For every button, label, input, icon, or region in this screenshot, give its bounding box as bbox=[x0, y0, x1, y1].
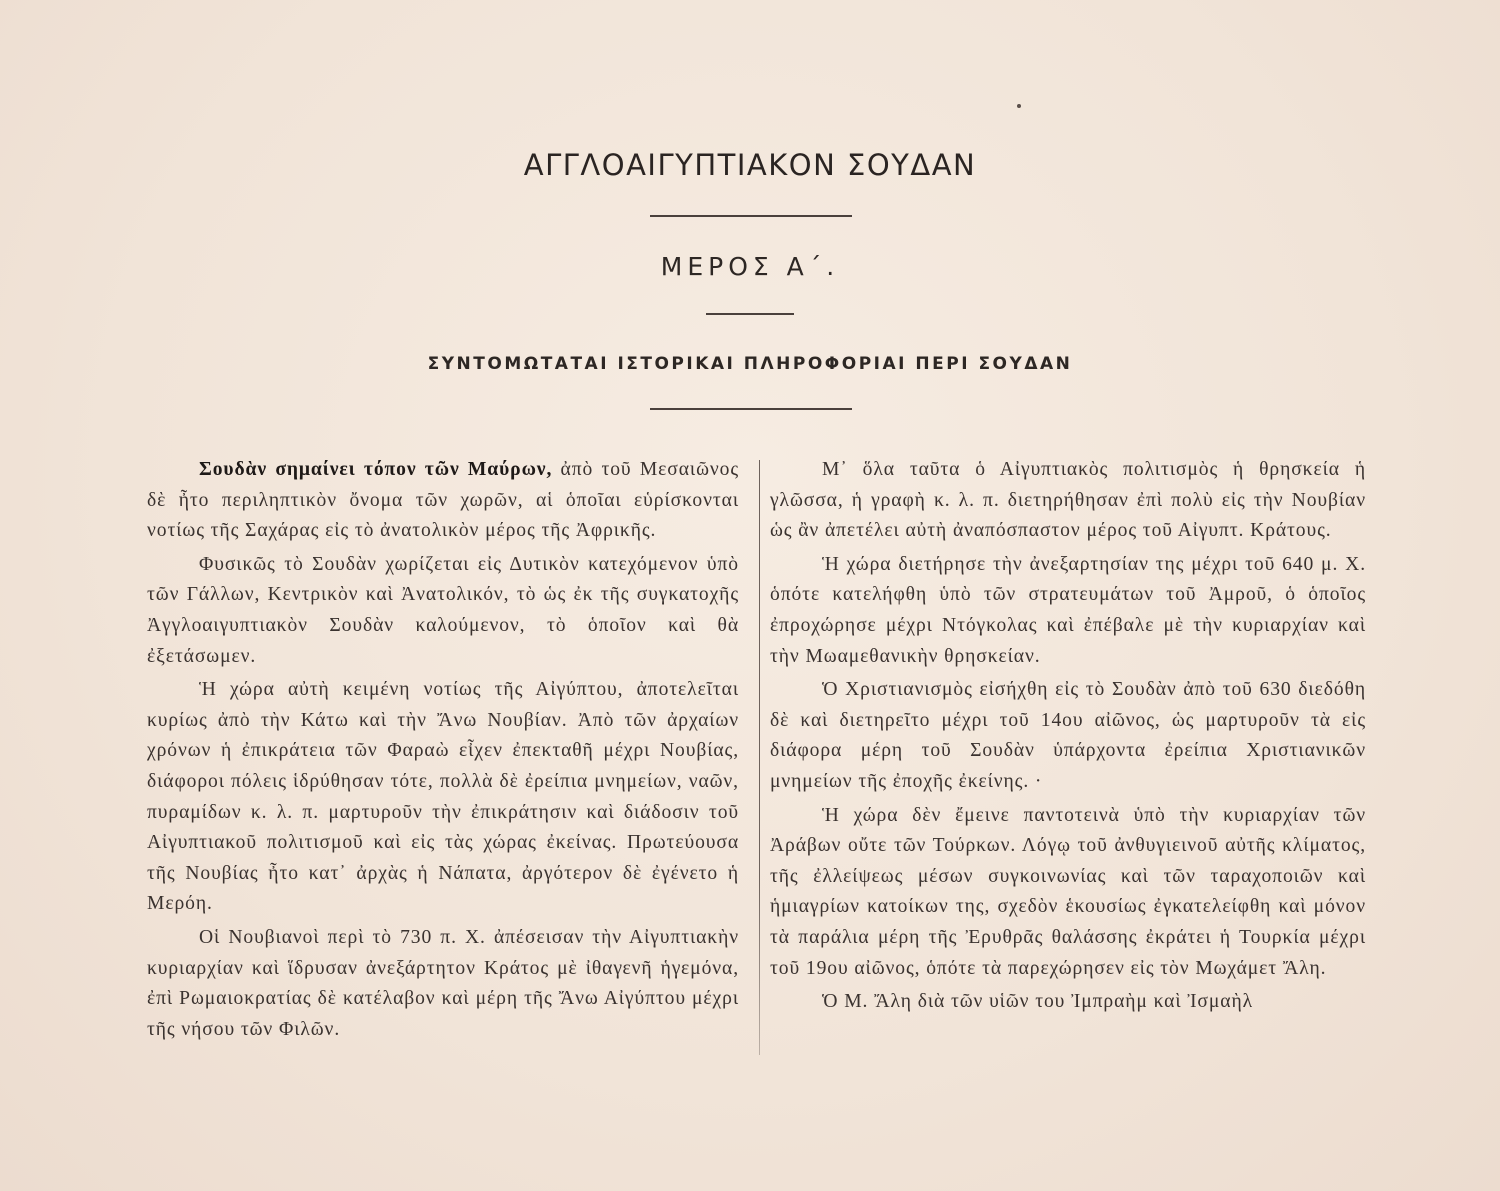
page-title: ΑΓΓΛΟΑΙΓΥΠΤΙΑΚΟΝ ΣΟΥΔΑΝ bbox=[523, 148, 977, 182]
right-paragraph-2: Ἡ χώρα διετήρησε τὴν ἀνεξαρτησίαν της μέχρι τοῦ 640 μ. Χ. ὁπότε κατελήφθη ὑπὸ τῶν στρατευμάτων τοῦ Ἀμροῦ, ὁ ὁποῖος ἐπροχώρησε μέχρι Ντόγκολας καὶ ἐπέβαλε μὲ τὴν κυριαρχίαν καὶ τὴν Μωαμεθανικὴν θρησκείαν. bbox=[770, 553, 1366, 667]
left-column bbox=[147, 455, 739, 1045]
lead-phrase: Σουδὰν σημαίνει τόπον τῶν Μαύρων, bbox=[199, 459, 553, 480]
right-paragraph-4: Ἡ χώρα δὲν ἔμεινε παντοτεινὰ ὑπὸ τὴν κυριαρχίαν τῶν Ἀράβων οὔτε τῶν Τούρκων. Λόγῳ τοῦ ἀνθυγιεινοῦ αὐτῆς κλίματος, τῆς ἐλλείψεως μέσων συγκοινωνίας καὶ τῶν ταραχοποιῶν καὶ ἡμιαγρίων κατοίκων της, σχεδὸν ἑκουσίως ἐγκατελείφθη καὶ μόνον τὰ παράλια μέρη τῆς Ἐρυθρᾶς θαλάσσης ἐκράτει ἡ Τουρκία μέχρι τοῦ 19ου αἰῶνος, ὁπότε τὰ παρεχώρησεν εἰς τὸν Μωχάμετ Ἄλη. bbox=[770, 804, 1366, 979]
right-paragraph-3: Ὁ Χριστιανισμὸς εἰσήχθη εἰς τὸ Σουδὰν ἀπὸ τοῦ 630 διεδόθη δὲ καὶ διετηρεῖτο μέχρι τοῦ 14ου αἰῶνος, ὡς μαρτυροῦν τὰ εἰς διάφορα μέρη τοῦ Σουδὰν ὑπάρχοντα ἐρείπια Χριστιανικῶν μνημείων τῆς ἐποχῆς ἐκείνης. · bbox=[770, 679, 1366, 792]
left-paragraph-1-text: ἀπὸ τοῦ Μεσαιῶνος δὲ ἦτο περιληπτικὸν ὄνομα τῶν χωρῶν, αἱ ὁποῖαι εὑρίσκονται νοτίως τῆς Σαχάρας εἰς τὸ ἀνατολικὸν μέρος τῆς Ἀφρικῆς. bbox=[147, 459, 739, 542]
left-paragraph-4: Οἱ Νουβιανοὶ περὶ τὸ 730 π. Χ. ἀπέσεισαν τὴν Αἰγυπτιακὴν κυριαρχίαν καὶ ἵδρυσαν ἀνεξάρτητον Κράτος μὲ ἰθαγενῆ ἡγεμόνα, ἐπὶ Ρωμαιοκρατίας δὲ κατέλαβον καὶ μέρη τῆς Ἄνω Αἰγύπτου μέχρι τῆς νήσου τῶν Φιλῶν. bbox=[147, 926, 739, 1040]
right-column bbox=[770, 455, 1366, 1018]
part-heading: ΜΕΡΟΣ Α΄. bbox=[660, 252, 840, 281]
part-rule bbox=[706, 313, 794, 315]
section-rule bbox=[650, 408, 852, 410]
right-paragraph-1: Μ᾽ ὅλα ταῦτα ὁ Αἰγυπτιακὸς πολιτισμὸς ἡ θρησκεία ἡ γλῶσσα, ἡ γραφὴ κ. λ. π. διετηρήθησαν ἐπὶ πολὺ εἰς τὴν Νουβίαν ὡς ἂν ἀπετέλει αὐτὴ ἀναπόσπαστον μέρος τοῦ Αἰγυπτ. Κράτους. bbox=[770, 459, 1366, 542]
column-divider bbox=[759, 460, 760, 1055]
left-paragraph-3: Ἡ χώρα αὐτὴ κειμένη νοτίως τῆς Αἰγύπτου, ἀποτελεῖται κυρίως ἀπὸ τὴν Κάτω καὶ τὴν Ἄνω Νουβίαν. Ἀπὸ τῶν ἀρχαίων χρόνων ἡ ἐπικράτεια τῶν Φαραὼ εἶχεν ἐπεκταθῆ μέχρι Νουβίας, διάφοροι πόλεις ἱδρύθησαν τότε, πολλὰ δὲ ἐρείπια μνημείων, ναῶν, πυραμίδων κ. λ. π. μαρτυροῦν τὴν ἐπικράτησιν καὶ διάδοσιν τοῦ Αἰγυπτιακοῦ πολιτισμοῦ καὶ εἰς τὰς χώρας ἐκείνας. Πρωτεύουσα τῆς Νουβίας ἦτο κατ᾽ ἀρχὰς ἡ Νάπατα, ἀργότερον δὲ ἐγένετο ἡ Μερόη. bbox=[147, 679, 739, 915]
ink-speck bbox=[1017, 104, 1021, 108]
left-paragraph-1 bbox=[147, 455, 739, 547]
right-paragraph-5: Ὁ Μ. Ἄλη διὰ τῶν υἱῶν του Ἰμπραὴμ καὶ Ἰσμαὴλ bbox=[822, 991, 1254, 1013]
left-paragraph-2: Φυσικῶς τὸ Σουδὰν χωρίζεται εἰς Δυτικὸν κατεχόμενον ὑπὸ τῶν Γάλλων, Κεντρικὸν καὶ Ἀνατολικόν, τὸ ὡς ἐκ τῆς συγκατοχῆς Ἀγγλοαιγυπτιακὸν Σουδὰν καλούμενον, τὸ ὁποῖον καὶ θὰ ἐξετάσωμεν. bbox=[147, 553, 739, 667]
title-rule bbox=[650, 215, 852, 217]
section-heading: ΣΥΝΤΟΜΩΤΑΤΑΙ ΙΣΤΟΡΙΚΑΙ ΠΛΗΡΟΦΟΡΙΑΙ ΠΕΡΙ ΣΟΥΔΑΝ bbox=[427, 354, 1073, 374]
